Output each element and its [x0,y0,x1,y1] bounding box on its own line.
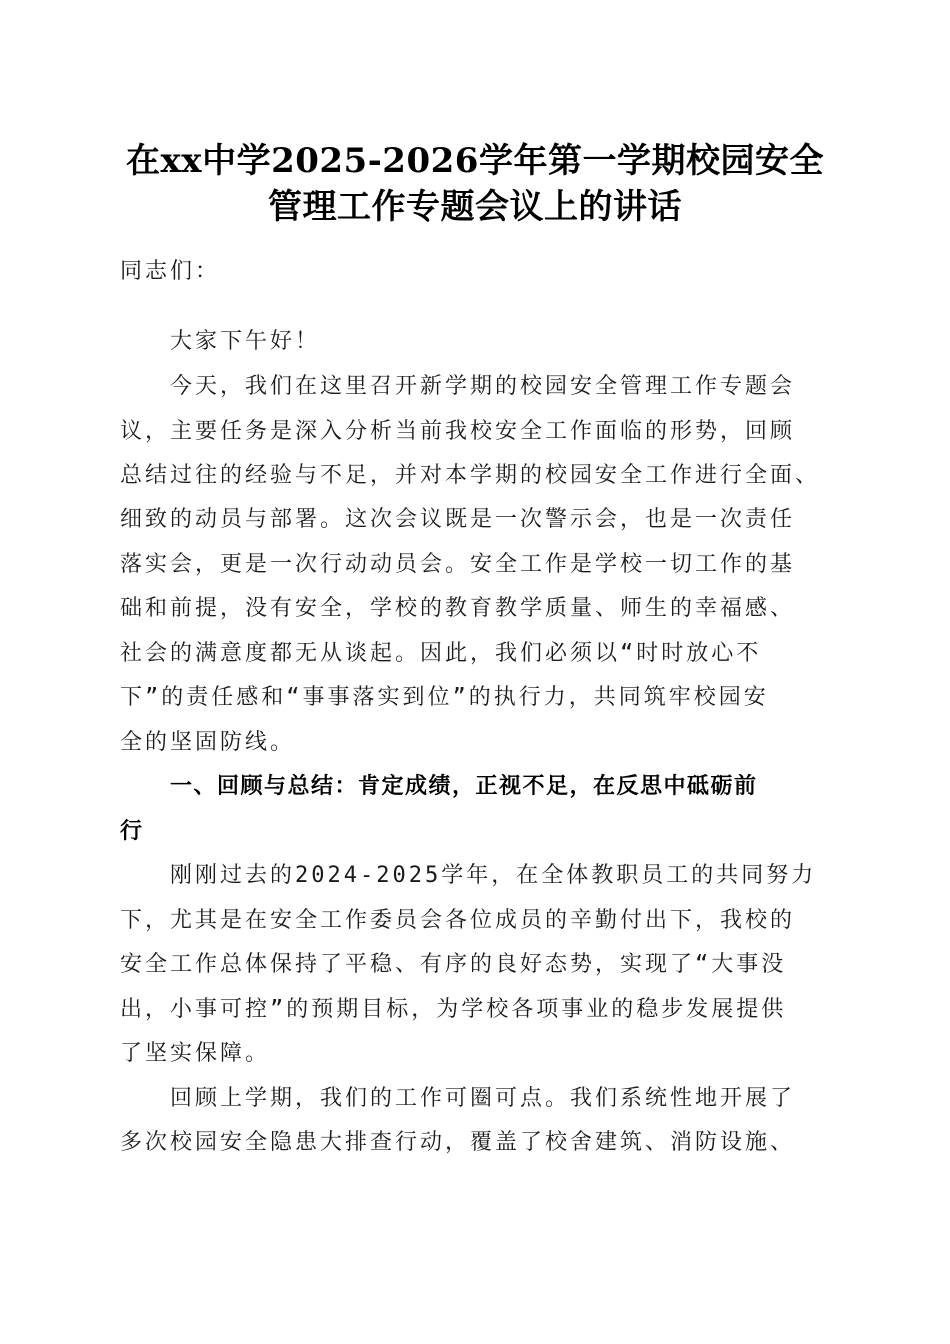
paragraph-line: 细致的动员与部署。这次会议既是一次警示会，也是一次责任 [120,507,796,532]
paragraph-line: 下，尤其是在安全工作委员会各位成员的辛勤付出下，我校的 [120,908,796,933]
paragraph-line: 了坚实保障。 [120,1041,271,1066]
paragraph-line: 落实会，更是一次行动动员会。安全工作是学校一切工作的基 [120,552,796,577]
paragraph-line: 出，小事可控”的预期目标，为学校各项事业的稳步发展提供 [120,997,787,1022]
paragraph-line: 回顾上学期，我们的工作可圈可点。我们系统性地开展了 [170,1086,796,1111]
section-heading-line-2: 行 [120,819,144,844]
paragraph-line: 议，主要任务是深入分析当前我校安全工作面临的形势，回顾 [120,419,796,444]
section-heading-line-1: 一、回顾与总结：肯定成绩，正视不足，在反思中砥砺前 [170,774,758,799]
paragraph-line: 安全工作总体保持了平稳、有序的良好态势，实现了“大事没 [120,952,787,977]
document-title-line-2: 管理工作专题会议上的讲话 [268,187,682,227]
paragraph-line: 础和前提，没有安全，学校的教育教学质量、师生的幸福感、 [120,596,796,621]
document-title-line-1: 在xx中学2025-2026学年第一学期校园安全 [126,141,824,181]
paragraph-line: 全的坚固防线。 [120,730,296,755]
paragraph-line: 下”的责任感和“事事落实到位”的执行力，共同筑牢校园安 [120,685,769,710]
paragraph-line: 多次校园安全隐患大排查行动，覆盖了校舍建筑、消防设施、 [120,1130,796,1155]
salutation: 同志们： [120,259,221,284]
paragraph-line: 社会的满意度都无从谈起。因此，我们必须以“时时放心不 [120,641,762,666]
paragraph-line: 刚刚过去的2024-2025学年，在全体教职员工的共同努力 [170,863,817,888]
paragraph-line: 总结过往的经验与不足，并对本学期的校园安全工作进行全面、 [120,463,821,488]
paragraph-line: 今天，我们在这里召开新学期的校园安全管理工作专题会 [170,374,796,399]
greeting: 大家下午好！ [170,329,321,354]
